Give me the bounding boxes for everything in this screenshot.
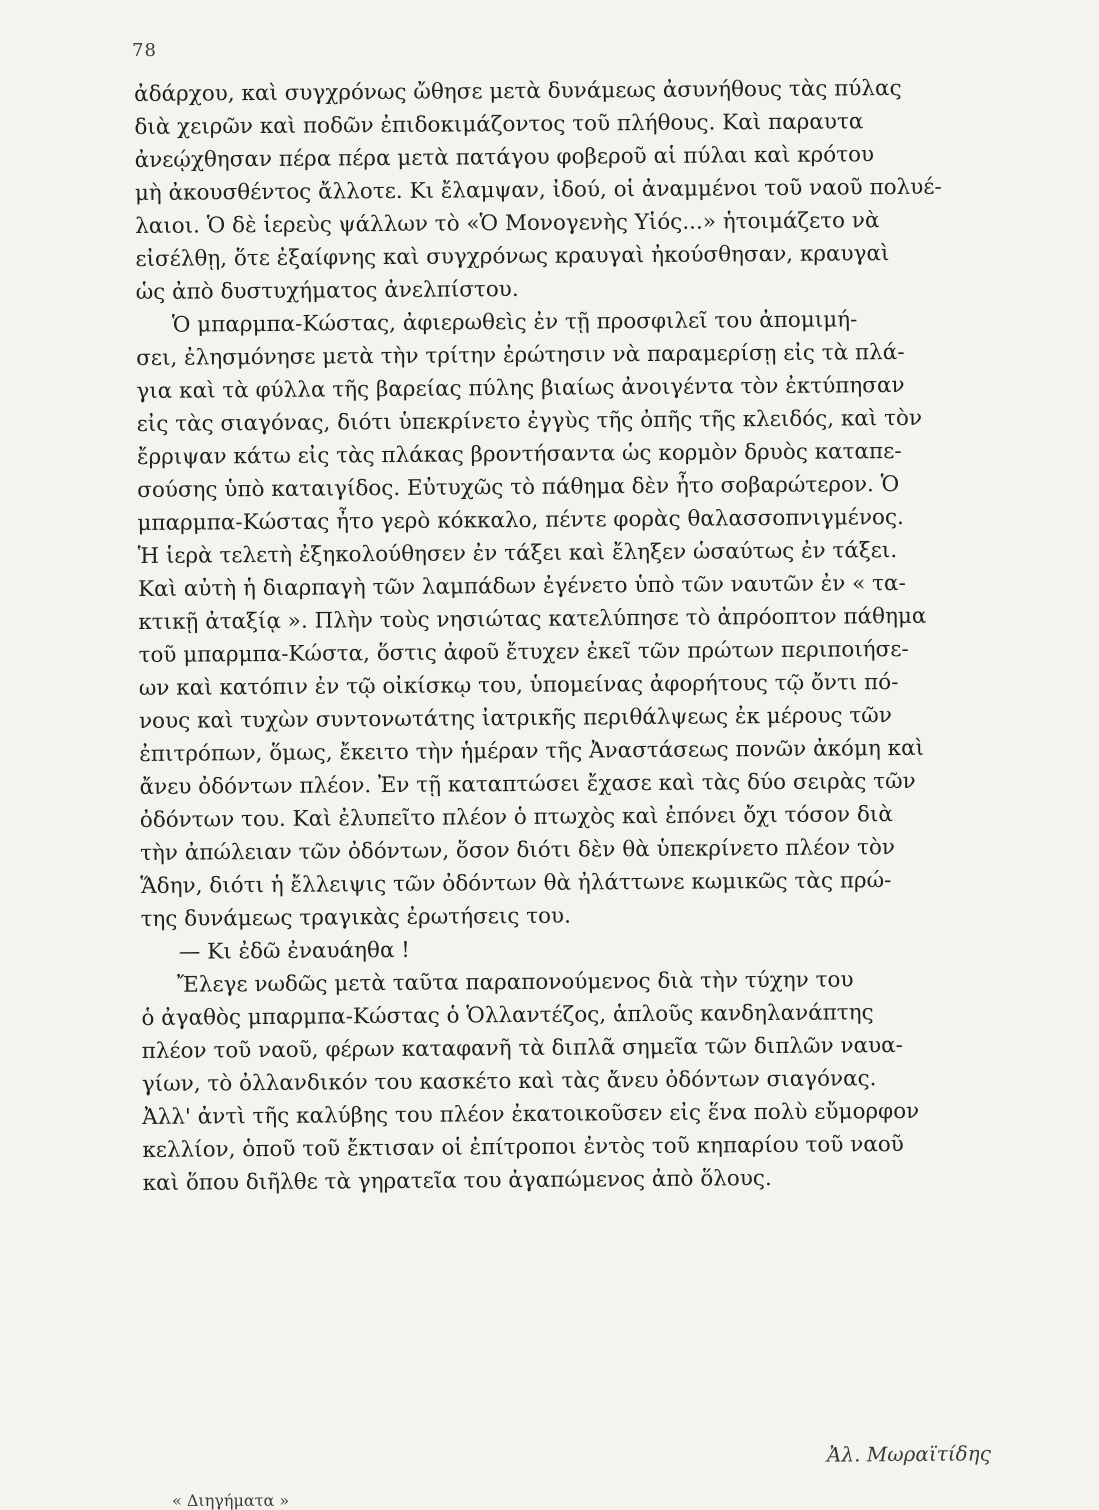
text-line: ἀδάρχου, καὶ συγχρόνως ὤθησε μετὰ δυνάμεως ἀσυνήθους τὰς πύλας — [134, 75, 902, 107]
text-line: τοῦ μπαρμπα-Κώστα, ὅστις ἀφοῦ ἔτυχεν ἐκεῖ τῶν πρώτων περιποιήσε- — [138, 636, 909, 668]
text-line: κτικῇ ἀταξίᾳ ». Πλὴν τοὺς νησιώτας κατελύπησε τὸ ἀπρόοπτον πάθημα — [138, 603, 927, 635]
dialogue-line: — Κι ἐδῶ ἐναυάηθα ! — [178, 937, 411, 965]
text-line: ἀνεῴχθησαν πέρα πέρα μετὰ πατάγου φοβεροῦ αἱ πύλαι καὶ κρότου — [134, 142, 875, 173]
text-line: πλέον τοῦ ναοῦ, φέρων καταφανῆ τὰ διπλᾶ σημεῖα τῶν διπλῶν ναυα- — [141, 1032, 904, 1064]
text-line: γίων, τὸ ὀλλανδικόν του κασκέτο καὶ τὰς ἄνευ ὀδόντων σιαγόνας. — [141, 1066, 877, 1097]
paragraph-start-line: Ὁ μπαρμπα-Κώστας, ἀφιερωθεὶς ἐν τῇ προσφιλεῖ του ἀπομιμή- — [171, 307, 858, 338]
text-line: διὰ χειρῶν καὶ ποδῶν ἐπιδοκιμάζοντος τοῦ πλήθους. Καὶ παραυτα — [134, 109, 864, 140]
text-line: Καὶ αὐτὴ ἡ διαρπαγὴ τῶν λαμπάδων ἐγένετο ὑπὸ τῶν ναυτῶν ἐν « τα- — [137, 570, 906, 602]
text-line: σούσης ὑπὸ καταιγίδος. Εὐτυχῶς τὸ πάθημα δὲν ἦτο σοβαρώτερον. Ὁ — [137, 472, 900, 503]
text-line: ἄνευ ὀδόντων πλέον. Ἐν τῇ καταπτώσει ἔχασε καὶ τὰς δύο σειρὰς τῶν — [139, 768, 916, 800]
text-line: τὴν ἀπώλειαν τῶν ὀδόντων, ὅσον διότι δὲν θὰ ὑπεκρίνετο πλέον τὸν — [139, 835, 896, 866]
author-signature: Ἀλ. Μωραϊτίδης — [827, 1441, 992, 1467]
text-line: μπαρμπα-Κώστας ἦτο γερὸ κόκκαλο, πέντε φορὰς θαλασσοπνιγμένος. — [137, 504, 904, 536]
source-citation: « Διηγήματα » — [172, 1491, 290, 1510]
text-line: ἔρριψαν κάτω εἰς τὰς πλάκας βροντήσαντα ὡς κορμὸν δρυὸς καταπε- — [136, 438, 902, 470]
text-line: κελλίον, ὁποῦ τοῦ ἔκτισαν οἱ ἐπίτροποι ἐντὸς τοῦ κηπαρίου τοῦ ναοῦ — [142, 1131, 904, 1163]
text-line: της δυνάμεως τραγικὰς ἐρωτήσεις του. — [140, 903, 571, 932]
text-line: σει, ἐλησμόνησε μετὰ τὴν τρίτην ἐρώτησιν νὰ παραμερίσῃ εἰς τὰ πλά- — [136, 339, 905, 371]
text-line: Ἅδην, διότι ἡ ἔλλειψις τῶν ὀδόντων θὰ ἠλάττωνε κωμικῶς τὰς πρώ- — [140, 868, 892, 899]
paragraph-start-line: Ἔλεγε νωδῶς μετὰ ταῦτα παραπονούμενος διὰ τὴν τύχην του — [177, 967, 854, 998]
text-line: λαιοι. Ὁ δὲ ἱερεὺς ψάλλων τὸ «Ὁ Μονογενὴς Υἱός...» ἡτοιμάζετο νὰ — [135, 208, 880, 239]
page-number: 78 — [132, 40, 157, 61]
text-line: εἰς τὰς σιαγόνας, διότι ὑπεκρίνετο ἐγγὺς τῆς ὀπῆς τῆς κλειδός, καὶ τὸν — [136, 405, 923, 437]
text-line: ὡς ἀπὸ δυστυχήματος ἀνελπίστου. — [135, 276, 519, 305]
text-line: καὶ ὅπου διῆλθε τὰ γηρατεῖα του ἀγαπώμενος ἀπὸ ὅλους. — [142, 1166, 772, 1196]
text-line: νους καὶ τυχὼν συντονωτάτης ἰατρικῆς περιθάλψεως ἐκ μέρους τῶν — [138, 703, 892, 734]
body-text — [134, 71, 1003, 1200]
text-line: για καὶ τὰ φύλλα τῆς βαρείας πύλης βιαίως ἀνοιγέντα τὸν ἐκτύπησαν — [136, 372, 905, 404]
text-line: Ἡ ἱερὰ τελετὴ ἐξηκολούθησεν ἐν τάξει καὶ ἔληξεν ὡσαύτως ἐν τάξει. — [137, 538, 898, 569]
text-line: ἐπιτρόπων, ὅμως, ἔκειτο τὴν ἡμέραν τῆς Ἀναστάσεως πονῶν ἀκόμη καὶ — [139, 735, 925, 767]
text-line: ὁ ἀγαθὸς μπαρμπα-Κώστας ὁ Ὁλλαντέζος, ἁπλοῦς κανδηλανάπτης — [141, 1000, 874, 1031]
text-line: Ἀλλ' ἀντὶ τῆς καλύβης του πλέον ἐκατοικοῦσεν εἰς ἕνα πολὺ εὔμορφον — [142, 1098, 920, 1130]
text-line: μὴ ἀκουσθέντος ἄλλοτε. Κι ἔλαμψαν, ἰδού, οἱ ἀναμμένοι τοῦ ναοῦ πολυέ- — [134, 174, 942, 206]
text-line: ων καὶ κατόπιν ἐν τῷ οἰκίσκῳ του, ὑπομείνας ἀφορήτους τῷ ὄντι πό- — [138, 670, 899, 701]
text-line: εἰσέλθῃ, ὅτε ἐξαίφνης καὶ συγχρόνως κραυγαὶ ἠκούσθησαν, κραυγαὶ — [135, 241, 890, 272]
text-line: ὀδόντων του. Καὶ ἐλυπεῖτο πλέον ὁ πτωχὸς καὶ ἐπόνει ὄχι τόσον διὰ — [139, 802, 893, 833]
